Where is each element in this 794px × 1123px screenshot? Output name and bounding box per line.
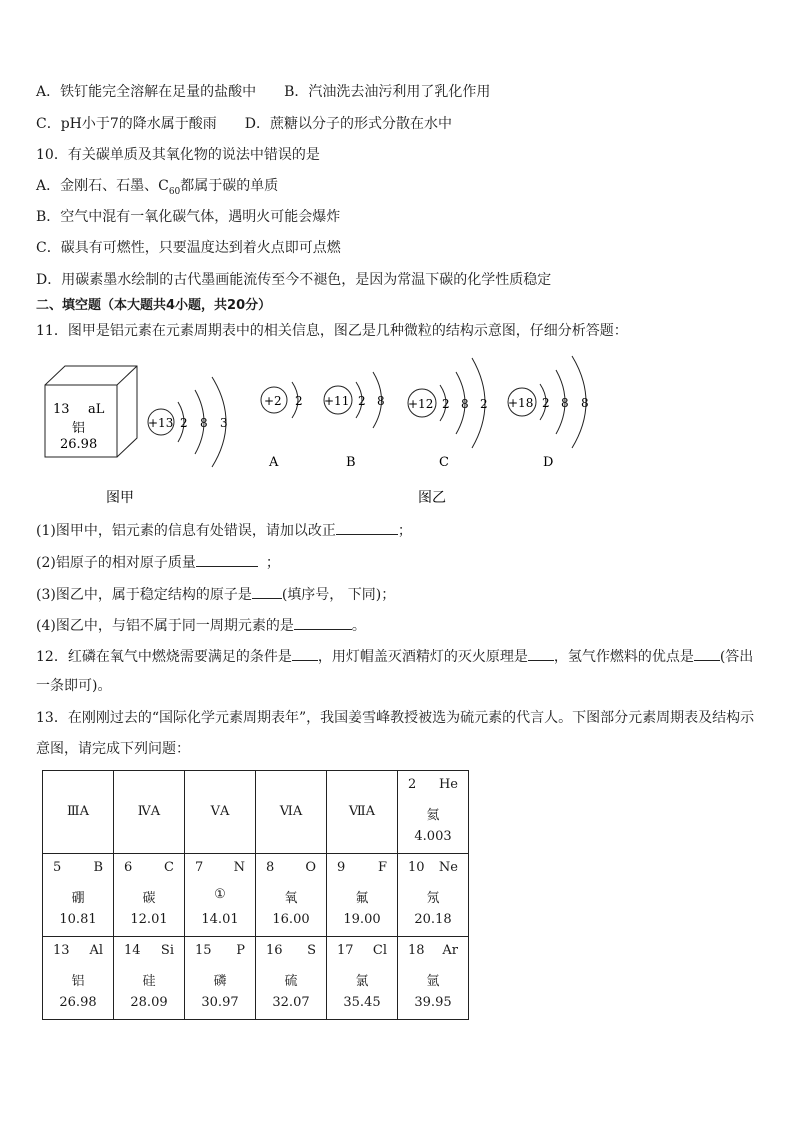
label-d: D: [543, 455, 554, 470]
element-cell: 6 C 碳 12.01: [124, 860, 174, 927]
group-header: ⅢA: [67, 804, 89, 819]
particle-d: [508, 356, 589, 470]
caption-yi: 图乙: [418, 490, 446, 506]
q10-option-a: [36, 177, 278, 201]
svg-text:8: 8: [561, 396, 569, 410]
answer-blank[interactable]: [252, 584, 282, 599]
svg-text:2: 2: [442, 397, 450, 411]
particle-a: [261, 382, 303, 470]
svg-text:+11: +11: [324, 394, 350, 408]
jia-number: 13: [53, 402, 70, 417]
q10-a-text-end: 都属于碳的单质: [180, 178, 279, 194]
element-cell-he: 2 He 氦 4.003: [408, 777, 458, 844]
q9-option-a: A．铁钉能完全溶解在足量的盐酸中: [36, 84, 257, 100]
caption-jia: 图甲: [106, 490, 134, 506]
structure-figure: [40, 350, 660, 510]
table-row: [43, 771, 469, 854]
q9-option-b: B．汽油洗去油污利用了乳化作用: [284, 84, 491, 100]
q9-option-d: D．蔗糖以分子的形式分散在水中: [244, 116, 453, 132]
q11-stem: 11．图甲是铝元素在元素周期表中的相关信息，图乙是几种微粒的结构示意图，仔细分析答题：: [36, 323, 628, 339]
q12-line-1: 12．红磷在氧气中燃烧需要满足的条件是 ，用灯帽盖灭酒精灯的灭火原理是 ，氢气作燃料的优点是 (答出: [36, 646, 753, 666]
q13-line-1: 13．在刚刚过去的“国际化学元素周期表年”，我国姜雪峰教授被选为硫元素的代言人。下图部分元素周期表及结构示: [36, 710, 755, 726]
al-shell-2: 8: [200, 416, 208, 430]
element-cell: 8 O 氧 16.00: [266, 860, 316, 927]
section-heading: 二、填空题（本大题共4小题，共20分）: [36, 298, 272, 313]
particle-c: [408, 358, 488, 470]
q10-stem: 10．有关碳单质及其氧化物的说法中错误的是: [36, 147, 320, 163]
atom-aluminium: [148, 377, 228, 467]
group-header: ⅣA: [137, 804, 161, 819]
jia-name: 铝: [72, 421, 86, 436]
svg-text:2: 2: [542, 396, 550, 410]
label-c: C: [439, 455, 449, 470]
q11-part-2: (2)铝原子的相对原子质量 ；: [36, 552, 280, 572]
svg-text:2: 2: [358, 394, 366, 408]
q9-option-c: C．pH小于7的降水属于酸雨: [36, 116, 217, 132]
q11-part-4: (4)图乙中，与铝不属于同一周期元素的是 。: [36, 615, 366, 635]
svg-text:2: 2: [295, 394, 303, 408]
element-cell: 10 Ne 氖 20.18: [408, 860, 458, 927]
svg-text:+18: +18: [508, 396, 534, 410]
svg-text:+12: +12: [408, 397, 434, 411]
answer-blank[interactable]: [694, 646, 720, 661]
group-header: ⅥA: [279, 804, 303, 819]
element-cell: 18 Ar 氩 39.95: [408, 943, 458, 1010]
group-header: ⅤA: [210, 804, 230, 819]
q13-line-2: 意图，请完成下列问题：: [36, 741, 190, 757]
answer-blank[interactable]: [294, 615, 352, 630]
q10-a-text: A．金刚石、石墨、C: [36, 178, 169, 194]
svg-text:8: 8: [377, 394, 385, 408]
jia-mass: 26.98: [60, 437, 98, 452]
q10-a-subscript: 60: [168, 186, 181, 197]
table-row: [43, 854, 469, 937]
label-b: B: [346, 455, 356, 470]
svg-text:+2: +2: [264, 394, 282, 408]
q9-options-ab: [36, 83, 490, 101]
svg-text:8: 8: [461, 397, 469, 411]
al-nucleus: +13: [148, 416, 174, 430]
svg-text:8: 8: [581, 396, 589, 410]
element-cell: 13 Al 铝 26.98: [53, 943, 103, 1010]
q11-part-1: (1)图甲中，铝元素的信息有处错误，请加以改正 ；: [36, 520, 412, 540]
q10-option-c: C．碳具有可燃性，只要温度达到着火点即可点燃: [36, 240, 341, 256]
q11-part-3: (3)图乙中，属于稳定结构的原子是 (填序号， 下同)；: [36, 584, 395, 604]
element-cell: 5 B 硼 10.81: [53, 860, 103, 927]
al-shell-1: 2: [180, 416, 188, 430]
q9-options-cd: [36, 115, 452, 133]
al-shell-3: 3: [220, 416, 228, 430]
svg-text:2: 2: [480, 397, 488, 411]
element-cell: 7 N ① 14.01: [195, 860, 245, 927]
answer-blank[interactable]: [336, 520, 398, 535]
label-a: A: [269, 455, 279, 470]
answer-blank[interactable]: [292, 646, 318, 661]
periodic-table: [42, 770, 469, 1020]
q12-line-2: 一条即可)。: [36, 678, 112, 694]
q10-option-b: B．空气中混有一氧化碳气体，遇明火可能会爆炸: [36, 209, 341, 225]
answer-blank[interactable]: [196, 552, 258, 567]
table-row: [43, 937, 469, 1020]
jia-symbol: aL: [88, 402, 105, 417]
element-cell: 16 S 硫 32.07: [266, 943, 316, 1010]
element-cell: 17 Cl 氯 35.45: [337, 943, 387, 1010]
answer-blank[interactable]: [528, 646, 554, 661]
element-cell: 14 Si 硅 28.09: [124, 943, 174, 1010]
element-cell: 9 F 氟 19.00: [337, 860, 387, 927]
q10-option-d: D．用碳素墨水绘制的古代墨画能流传至今不褪色，是因为常温下碳的化学性质稳定: [36, 272, 552, 288]
particle-b: [324, 372, 385, 470]
group-header: ⅦA: [348, 804, 376, 819]
element-cell: 15 P 磷 30.97: [195, 943, 245, 1010]
